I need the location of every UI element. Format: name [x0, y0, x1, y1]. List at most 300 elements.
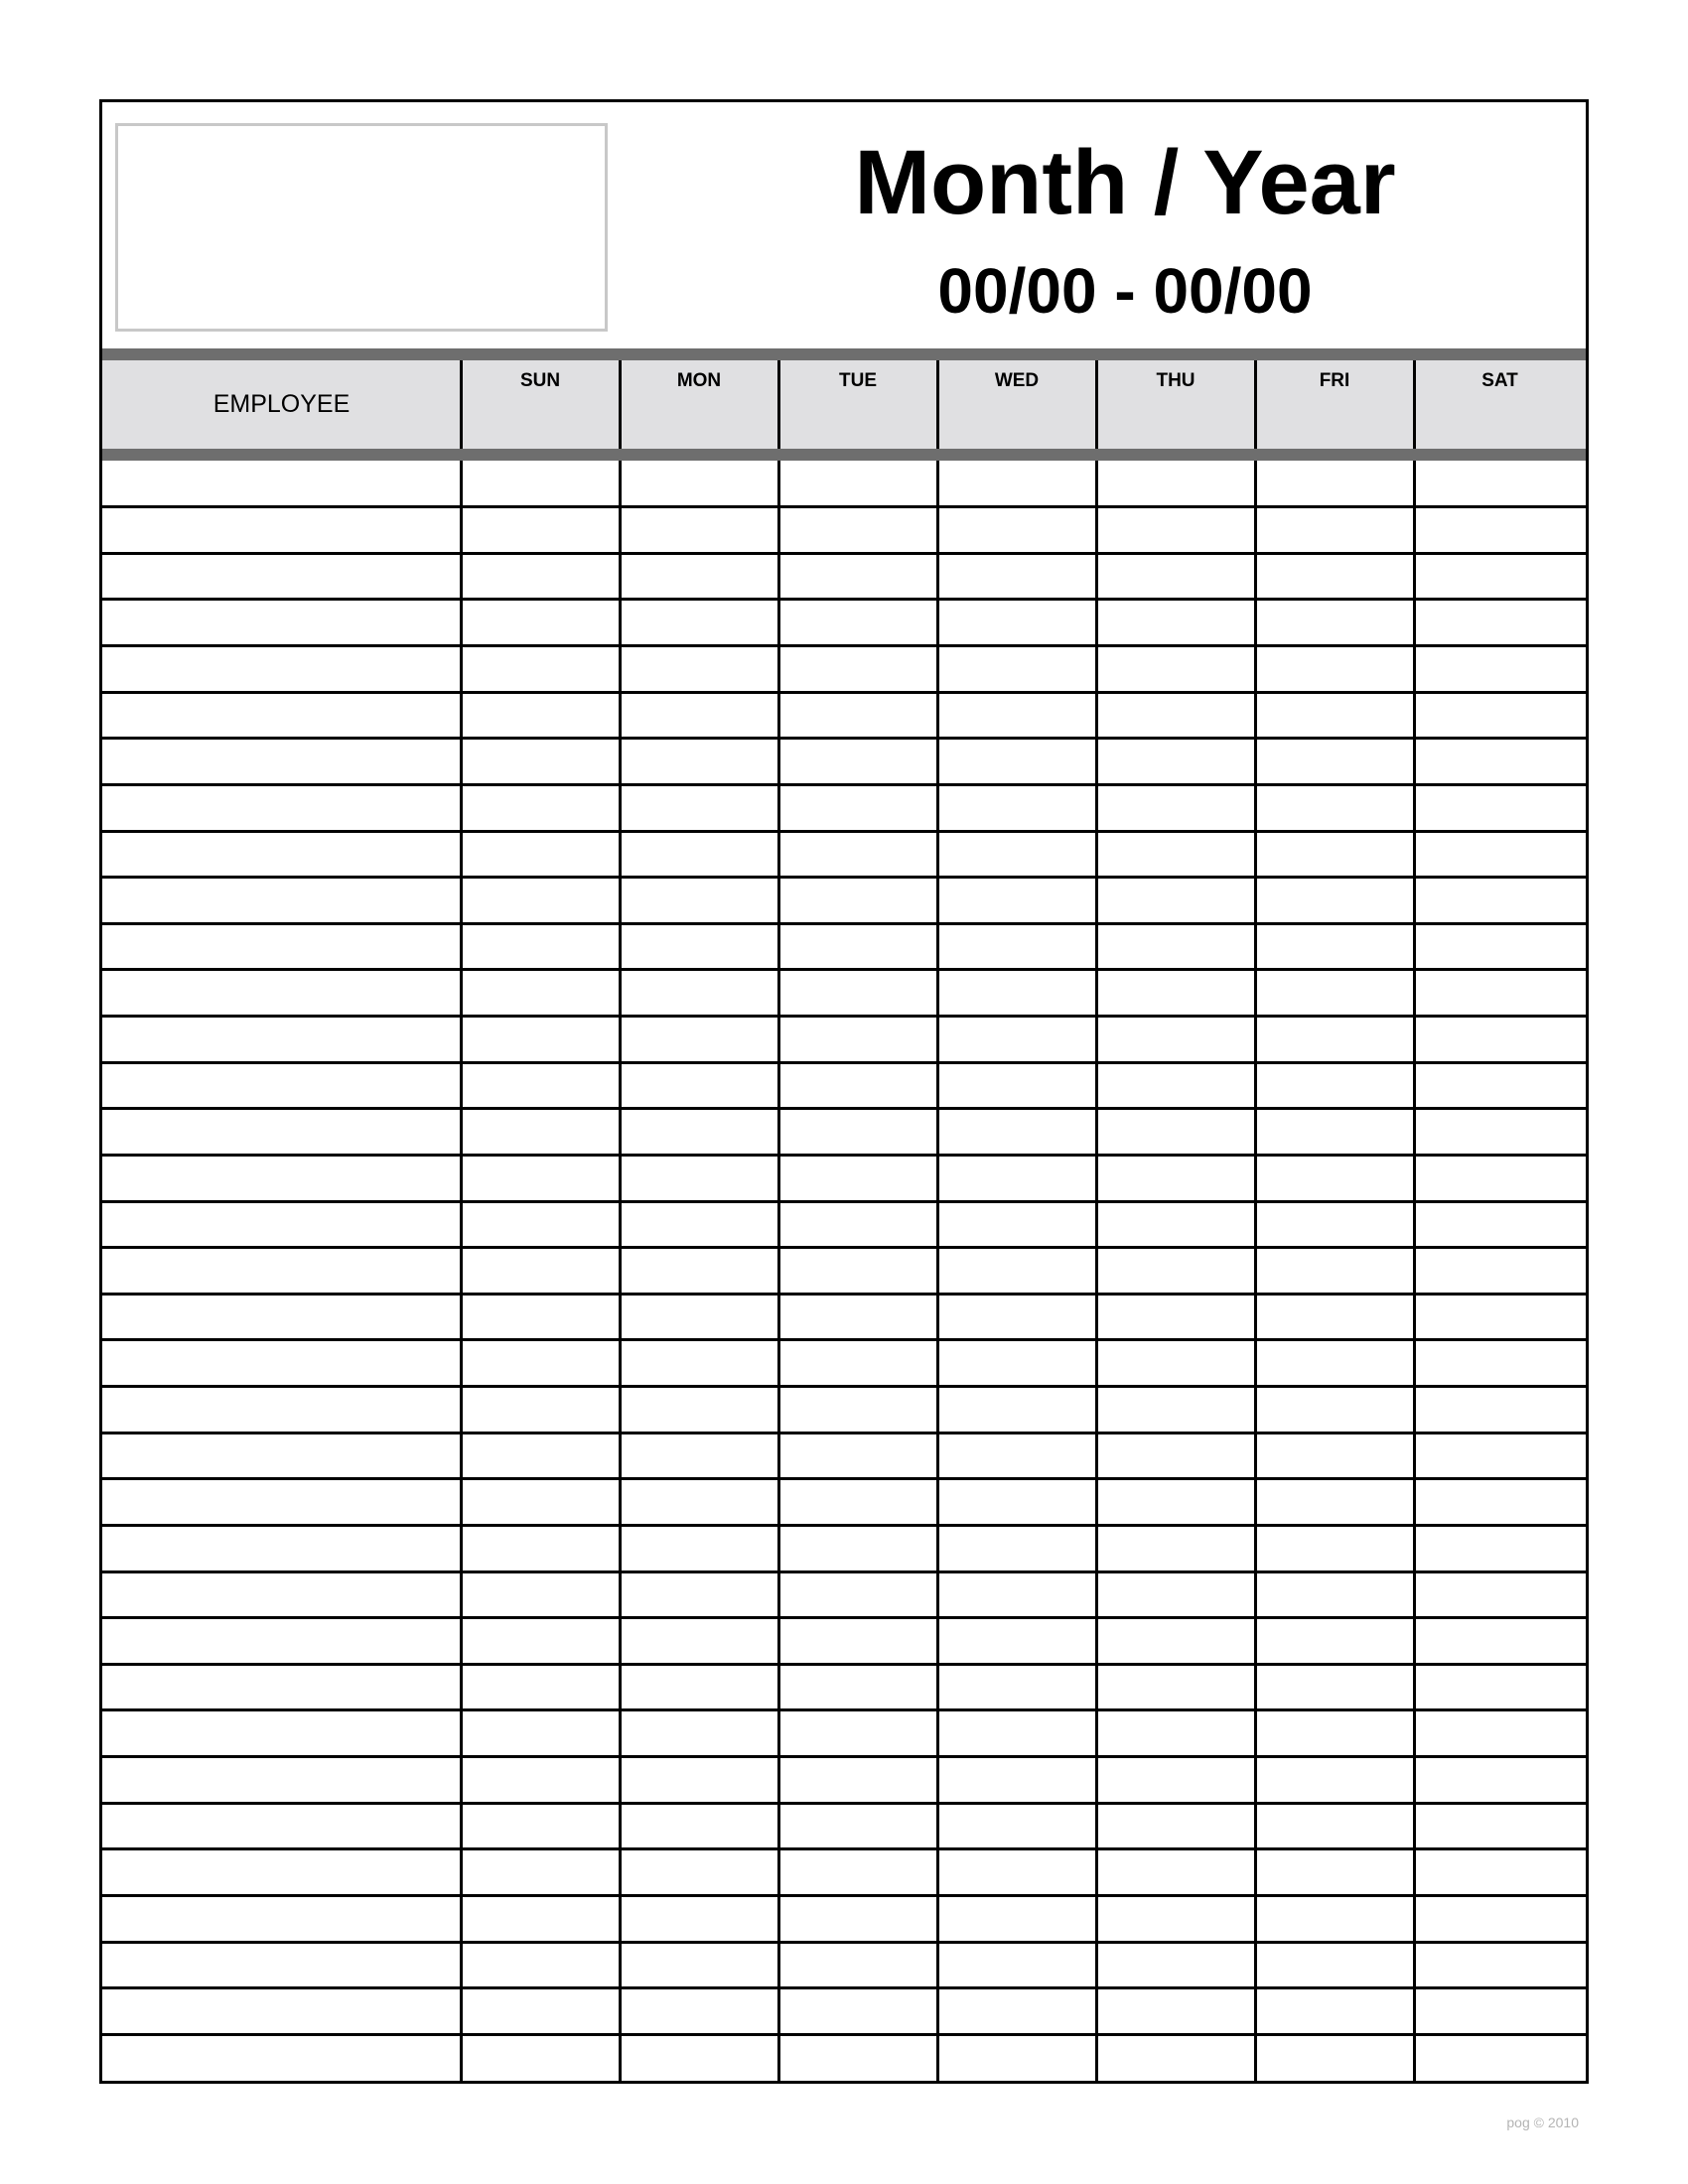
shift-cell-tue[interactable]: [778, 1525, 937, 1571]
employee-name-cell[interactable]: [102, 1479, 461, 1526]
shift-cell-thu[interactable]: [1096, 739, 1255, 785]
shift-cell-wed[interactable]: [937, 1294, 1096, 1340]
employee-name-cell[interactable]: [102, 1988, 461, 2035]
shift-cell-wed[interactable]: [937, 1201, 1096, 1248]
shift-cell-sat[interactable]: [1414, 923, 1586, 970]
shift-cell-tue[interactable]: [778, 600, 937, 646]
employee-name-cell[interactable]: [102, 1942, 461, 1988]
shift-cell-mon[interactable]: [620, 646, 778, 693]
shift-cell-wed[interactable]: [937, 1571, 1096, 1618]
shift-cell-sat[interactable]: [1414, 1433, 1586, 1479]
shift-cell-thu[interactable]: [1096, 831, 1255, 878]
shift-cell-thu[interactable]: [1096, 600, 1255, 646]
shift-cell-mon[interactable]: [620, 1155, 778, 1201]
employee-name-cell[interactable]: [102, 1849, 461, 1896]
shift-cell-mon[interactable]: [620, 692, 778, 739]
shift-cell-fri[interactable]: [1255, 1109, 1414, 1156]
shift-cell-mon[interactable]: [620, 1571, 778, 1618]
logo-placeholder-box[interactable]: [115, 123, 608, 332]
row-divider: [102, 1293, 1586, 1296]
employee-name-cell[interactable]: [102, 1387, 461, 1433]
row-divider: [102, 1847, 1586, 1850]
shift-cell-sat[interactable]: [1414, 1201, 1586, 1248]
shift-cell-mon[interactable]: [620, 2034, 778, 2081]
shift-cell-wed[interactable]: [937, 1017, 1096, 1063]
employee-name-cell[interactable]: [102, 1340, 461, 1387]
shift-cell-wed[interactable]: [937, 1710, 1096, 1757]
shift-cell-mon[interactable]: [620, 1803, 778, 1849]
employee-name-cell[interactable]: [102, 1433, 461, 1479]
shift-cell-sun[interactable]: [461, 692, 620, 739]
shift-cell-wed[interactable]: [937, 739, 1096, 785]
shift-cell-sat[interactable]: [1414, 1895, 1586, 1942]
shift-cell-thu[interactable]: [1096, 1525, 1255, 1571]
employee-name-cell[interactable]: [102, 553, 461, 600]
shift-cell-fri[interactable]: [1255, 784, 1414, 831]
shift-cell-fri[interactable]: [1255, 1849, 1414, 1896]
column-header-employee: EMPLOYEE: [212, 390, 351, 418]
shift-cell-fri[interactable]: [1255, 1340, 1414, 1387]
shift-cell-tue[interactable]: [778, 507, 937, 554]
shift-cell-sat[interactable]: [1414, 878, 1586, 924]
shift-cell-tue[interactable]: [778, 1803, 937, 1849]
shift-cell-wed[interactable]: [937, 1803, 1096, 1849]
shift-cell-mon[interactable]: [620, 1895, 778, 1942]
shift-cell-tue[interactable]: [778, 1340, 937, 1387]
shift-cell-thu[interactable]: [1096, 923, 1255, 970]
employee-name-cell[interactable]: [102, 1017, 461, 1063]
shift-cell-tue[interactable]: [778, 970, 937, 1017]
shift-cell-sun[interactable]: [461, 1942, 620, 1988]
shift-cell-sat[interactable]: [1414, 1062, 1586, 1109]
row-divider: [102, 876, 1586, 879]
shift-cell-sat[interactable]: [1414, 2034, 1586, 2081]
employee-name-cell[interactable]: [102, 1571, 461, 1618]
employee-name-cell[interactable]: [102, 923, 461, 970]
shift-cell-mon[interactable]: [620, 831, 778, 878]
shift-cell-wed[interactable]: [937, 646, 1096, 693]
shift-cell-mon[interactable]: [620, 553, 778, 600]
shift-cell-tue[interactable]: [778, 784, 937, 831]
shift-cell-tue[interactable]: [778, 692, 937, 739]
shift-cell-thu[interactable]: [1096, 1433, 1255, 1479]
shift-cell-thu[interactable]: [1096, 1062, 1255, 1109]
shift-cell-thu[interactable]: [1096, 2034, 1255, 2081]
shift-cell-wed[interactable]: [937, 600, 1096, 646]
shift-cell-wed[interactable]: [937, 1664, 1096, 1710]
shift-cell-tue[interactable]: [778, 1618, 937, 1665]
employee-name-cell[interactable]: [102, 1757, 461, 1804]
shift-cell-mon[interactable]: [620, 1294, 778, 1340]
shift-cell-sat[interactable]: [1414, 692, 1586, 739]
shift-cell-sun[interactable]: [461, 1109, 620, 1156]
shift-cell-sun[interactable]: [461, 1895, 620, 1942]
shift-cell-wed[interactable]: [937, 1155, 1096, 1201]
shift-cell-fri[interactable]: [1255, 878, 1414, 924]
shift-cell-sat[interactable]: [1414, 1757, 1586, 1804]
shift-cell-sat[interactable]: [1414, 1017, 1586, 1063]
row-divider: [102, 1385, 1586, 1388]
shift-cell-fri[interactable]: [1255, 1525, 1414, 1571]
employee-name-cell[interactable]: [102, 507, 461, 554]
shift-cell-thu[interactable]: [1096, 1618, 1255, 1665]
employee-name-cell[interactable]: [102, 1294, 461, 1340]
employee-name-cell[interactable]: [102, 2034, 461, 2081]
shift-cell-tue[interactable]: [778, 739, 937, 785]
shift-cell-sun[interactable]: [461, 553, 620, 600]
employee-name-cell[interactable]: [102, 784, 461, 831]
shift-cell-tue[interactable]: [778, 923, 937, 970]
shift-cell-fri[interactable]: [1255, 553, 1414, 600]
shift-cell-sun[interactable]: [461, 784, 620, 831]
shift-cell-sun[interactable]: [461, 739, 620, 785]
shift-cell-wed[interactable]: [937, 1988, 1096, 2035]
row-divider: [102, 1246, 1586, 1249]
shift-cell-mon[interactable]: [620, 1618, 778, 1665]
shift-cell-fri[interactable]: [1255, 1017, 1414, 1063]
shift-cell-thu[interactable]: [1096, 1109, 1255, 1156]
shift-cell-mon[interactable]: [620, 600, 778, 646]
shift-cell-mon[interactable]: [620, 970, 778, 1017]
shift-cell-fri[interactable]: [1255, 739, 1414, 785]
shift-cell-sat[interactable]: [1414, 1710, 1586, 1757]
shift-cell-sat[interactable]: [1414, 1387, 1586, 1433]
shift-cell-fri[interactable]: [1255, 1571, 1414, 1618]
shift-cell-tue[interactable]: [778, 1664, 937, 1710]
employee-name-cell[interactable]: [102, 739, 461, 785]
shift-cell-thu[interactable]: [1096, 1017, 1255, 1063]
shift-cell-tue[interactable]: [778, 1757, 937, 1804]
shift-cell-wed[interactable]: [937, 461, 1096, 507]
shift-cell-wed[interactable]: [937, 692, 1096, 739]
shift-cell-wed[interactable]: [937, 1895, 1096, 1942]
schedule-header: [102, 102, 1586, 348]
shift-cell-tue[interactable]: [778, 646, 937, 693]
employee-name-cell[interactable]: [102, 1155, 461, 1201]
shift-cell-mon[interactable]: [620, 1201, 778, 1248]
shift-cell-sat[interactable]: [1414, 1618, 1586, 1665]
shift-cell-mon[interactable]: [620, 1248, 778, 1295]
shift-cell-thu[interactable]: [1096, 1988, 1255, 2035]
shift-cell-tue[interactable]: [778, 878, 937, 924]
shift-cell-thu[interactable]: [1096, 970, 1255, 1017]
shift-cell-wed[interactable]: [937, 553, 1096, 600]
shift-cell-sun[interactable]: [461, 1757, 620, 1804]
shift-cell-mon[interactable]: [620, 1849, 778, 1896]
shift-cell-thu[interactable]: [1096, 1710, 1255, 1757]
header-column-divider: [1095, 360, 1098, 449]
shift-cell-mon[interactable]: [620, 1710, 778, 1757]
shift-cell-sun[interactable]: [461, 507, 620, 554]
shift-cell-mon[interactable]: [620, 1525, 778, 1571]
shift-cell-tue[interactable]: [778, 1201, 937, 1248]
shift-cell-tue[interactable]: [778, 1942, 937, 1988]
shift-cell-wed[interactable]: [937, 1248, 1096, 1295]
shift-cell-wed[interactable]: [937, 831, 1096, 878]
employee-name-cell[interactable]: [102, 831, 461, 878]
row-divider: [102, 2033, 1586, 2036]
shift-cell-tue[interactable]: [778, 1387, 937, 1433]
shift-cell-mon[interactable]: [620, 1017, 778, 1063]
shift-cell-wed[interactable]: [937, 1387, 1096, 1433]
employee-name-cell[interactable]: [102, 1664, 461, 1710]
shift-cell-mon[interactable]: [620, 1109, 778, 1156]
shift-cell-sat[interactable]: [1414, 1479, 1586, 1526]
shift-cell-sat[interactable]: [1414, 507, 1586, 554]
shift-cell-mon[interactable]: [620, 1942, 778, 1988]
shift-cell-wed[interactable]: [937, 507, 1096, 554]
shift-cell-sat[interactable]: [1414, 1942, 1586, 1988]
row-divider: [102, 922, 1586, 925]
shift-cell-fri[interactable]: [1255, 970, 1414, 1017]
shift-cell-mon[interactable]: [620, 1988, 778, 2035]
shift-cell-tue[interactable]: [778, 1294, 937, 1340]
shift-cell-thu[interactable]: [1096, 1757, 1255, 1804]
shift-cell-fri[interactable]: [1255, 1479, 1414, 1526]
shift-cell-sun[interactable]: [461, 970, 620, 1017]
employee-name-cell[interactable]: [102, 600, 461, 646]
shift-cell-sat[interactable]: [1414, 1849, 1586, 1896]
shift-cell-thu[interactable]: [1096, 692, 1255, 739]
shift-cell-sun[interactable]: [461, 1017, 620, 1063]
shift-cell-wed[interactable]: [937, 1479, 1096, 1526]
shift-cell-tue[interactable]: [778, 1433, 937, 1479]
shift-cell-mon[interactable]: [620, 1757, 778, 1804]
shift-cell-sat[interactable]: [1414, 553, 1586, 600]
shift-cell-wed[interactable]: [937, 1757, 1096, 1804]
shift-cell-thu[interactable]: [1096, 1895, 1255, 1942]
shift-cell-wed[interactable]: [937, 1525, 1096, 1571]
shift-cell-thu[interactable]: [1096, 1248, 1255, 1295]
shift-cell-sat[interactable]: [1414, 970, 1586, 1017]
shift-cell-wed[interactable]: [937, 1942, 1096, 1988]
shift-cell-fri[interactable]: [1255, 923, 1414, 970]
shift-cell-sat[interactable]: [1414, 1571, 1586, 1618]
shift-cell-sun[interactable]: [461, 923, 620, 970]
employee-name-cell[interactable]: [102, 692, 461, 739]
shift-cell-sun[interactable]: [461, 646, 620, 693]
shift-cell-fri[interactable]: [1255, 1433, 1414, 1479]
employee-name-cell[interactable]: [102, 1109, 461, 1156]
shift-cell-fri[interactable]: [1255, 461, 1414, 507]
shift-cell-wed[interactable]: [937, 2034, 1096, 2081]
shift-cell-fri[interactable]: [1255, 1201, 1414, 1248]
shift-cell-sat[interactable]: [1414, 1664, 1586, 1710]
footer-credit: pog © 2010: [1506, 2115, 1579, 2130]
shift-cell-sun[interactable]: [461, 1618, 620, 1665]
shift-cell-sat[interactable]: [1414, 1525, 1586, 1571]
shift-cell-fri[interactable]: [1255, 692, 1414, 739]
shift-cell-sat[interactable]: [1414, 461, 1586, 507]
employee-name-cell[interactable]: [102, 1618, 461, 1665]
employee-name-cell[interactable]: [102, 646, 461, 693]
shift-cell-sun[interactable]: [461, 1155, 620, 1201]
shift-cell-tue[interactable]: [778, 1849, 937, 1896]
shift-cell-thu[interactable]: [1096, 1155, 1255, 1201]
shift-cell-sat[interactable]: [1414, 646, 1586, 693]
shift-cell-fri[interactable]: [1255, 507, 1414, 554]
shift-cell-sun[interactable]: [461, 1201, 620, 1248]
employee-name-cell[interactable]: [102, 1062, 461, 1109]
employee-name-cell[interactable]: [102, 1803, 461, 1849]
row-divider: [102, 1616, 1586, 1619]
shift-cell-sun[interactable]: [461, 600, 620, 646]
shift-cell-mon[interactable]: [620, 1479, 778, 1526]
employee-name-cell[interactable]: [102, 1895, 461, 1942]
shift-cell-tue[interactable]: [778, 1248, 937, 1295]
shift-cell-thu[interactable]: [1096, 1803, 1255, 1849]
shift-cell-sat[interactable]: [1414, 784, 1586, 831]
shift-cell-wed[interactable]: [937, 1618, 1096, 1665]
shift-cell-thu[interactable]: [1096, 553, 1255, 600]
row-divider: [102, 737, 1586, 740]
column-divider: [1254, 461, 1257, 2081]
row-divider: [102, 691, 1586, 694]
shift-cell-wed[interactable]: [937, 878, 1096, 924]
shift-cell-thu[interactable]: [1096, 461, 1255, 507]
header-divider-bottom: [102, 449, 1586, 461]
row-divider: [102, 1524, 1586, 1527]
shift-cell-sat[interactable]: [1414, 1155, 1586, 1201]
shift-cell-fri[interactable]: [1255, 1294, 1414, 1340]
shift-cell-wed[interactable]: [937, 970, 1096, 1017]
employee-name-cell[interactable]: [102, 1710, 461, 1757]
shift-cell-mon[interactable]: [620, 1664, 778, 1710]
shift-cell-mon[interactable]: [620, 923, 778, 970]
shift-cell-sat[interactable]: [1414, 739, 1586, 785]
shift-cell-sun[interactable]: [461, 1062, 620, 1109]
shift-cell-tue[interactable]: [778, 2034, 937, 2081]
shift-cell-sun[interactable]: [461, 1710, 620, 1757]
shift-cell-tue[interactable]: [778, 1155, 937, 1201]
shift-cell-wed[interactable]: [937, 1109, 1096, 1156]
shift-cell-thu[interactable]: [1096, 1664, 1255, 1710]
employee-name-cell[interactable]: [102, 1248, 461, 1295]
shift-cell-sat[interactable]: [1414, 1248, 1586, 1295]
shift-cell-mon[interactable]: [620, 1340, 778, 1387]
shift-cell-thu[interactable]: [1096, 507, 1255, 554]
shift-cell-tue[interactable]: [778, 461, 937, 507]
shift-cell-thu[interactable]: [1096, 1340, 1255, 1387]
shift-cell-sat[interactable]: [1414, 1109, 1586, 1156]
shift-cell-mon[interactable]: [620, 461, 778, 507]
shift-cell-sun[interactable]: [461, 1571, 620, 1618]
shift-cell-sun[interactable]: [461, 1433, 620, 1479]
shift-cell-thu[interactable]: [1096, 878, 1255, 924]
shift-cell-fri[interactable]: [1255, 1988, 1414, 2035]
shift-cell-wed[interactable]: [937, 1062, 1096, 1109]
shift-cell-thu[interactable]: [1096, 784, 1255, 831]
employee-name-cell[interactable]: [102, 1525, 461, 1571]
shift-cell-fri[interactable]: [1255, 831, 1414, 878]
shift-cell-thu[interactable]: [1096, 1387, 1255, 1433]
shift-cell-fri[interactable]: [1255, 1895, 1414, 1942]
shift-cell-sat[interactable]: [1414, 1988, 1586, 2035]
shift-cell-wed[interactable]: [937, 1340, 1096, 1387]
shift-cell-sat[interactable]: [1414, 831, 1586, 878]
shift-cell-tue[interactable]: [778, 1062, 937, 1109]
shift-cell-sun[interactable]: [461, 1803, 620, 1849]
shift-cell-sat[interactable]: [1414, 1294, 1586, 1340]
shift-cell-mon[interactable]: [620, 739, 778, 785]
shift-cell-mon[interactable]: [620, 878, 778, 924]
shift-cell-tue[interactable]: [778, 831, 937, 878]
shift-cell-sun[interactable]: [461, 1479, 620, 1526]
shift-cell-mon[interactable]: [620, 1387, 778, 1433]
shift-cell-tue[interactable]: [778, 1710, 937, 1757]
shift-cell-mon[interactable]: [620, 784, 778, 831]
shift-cell-sun[interactable]: [461, 1849, 620, 1896]
shift-cell-tue[interactable]: [778, 553, 937, 600]
shift-cell-sun[interactable]: [461, 461, 620, 507]
shift-cell-sun[interactable]: [461, 878, 620, 924]
shift-cell-mon[interactable]: [620, 1062, 778, 1109]
shift-cell-sun[interactable]: [461, 831, 620, 878]
shift-cell-wed[interactable]: [937, 923, 1096, 970]
shift-cell-tue[interactable]: [778, 1017, 937, 1063]
shift-cell-wed[interactable]: [937, 784, 1096, 831]
shift-cell-fri[interactable]: [1255, 646, 1414, 693]
shift-cell-thu[interactable]: [1096, 1942, 1255, 1988]
shift-cell-sat[interactable]: [1414, 1803, 1586, 1849]
shift-cell-sun[interactable]: [461, 1664, 620, 1710]
shift-cell-thu[interactable]: [1096, 1201, 1255, 1248]
shift-cell-fri[interactable]: [1255, 1618, 1414, 1665]
shift-cell-fri[interactable]: [1255, 1387, 1414, 1433]
shift-cell-tue[interactable]: [778, 1109, 937, 1156]
shift-cell-thu[interactable]: [1096, 1294, 1255, 1340]
shift-cell-fri[interactable]: [1255, 1062, 1414, 1109]
shift-cell-fri[interactable]: [1255, 1248, 1414, 1295]
employee-name-cell[interactable]: [102, 1201, 461, 1248]
employee-name-cell[interactable]: [102, 878, 461, 924]
shift-cell-fri[interactable]: [1255, 1664, 1414, 1710]
shift-cell-thu[interactable]: [1096, 1571, 1255, 1618]
shift-cell-thu[interactable]: [1096, 1479, 1255, 1526]
shift-cell-fri[interactable]: [1255, 1155, 1414, 1201]
employee-name-cell[interactable]: [102, 461, 461, 507]
shift-cell-thu[interactable]: [1096, 1849, 1255, 1896]
shift-cell-tue[interactable]: [778, 1895, 937, 1942]
shift-cell-mon[interactable]: [620, 1433, 778, 1479]
shift-cell-fri[interactable]: [1255, 600, 1414, 646]
shift-cell-mon[interactable]: [620, 507, 778, 554]
shift-cell-fri[interactable]: [1255, 2034, 1414, 2081]
shift-cell-wed[interactable]: [937, 1433, 1096, 1479]
shift-cell-wed[interactable]: [937, 1849, 1096, 1896]
shift-cell-sun[interactable]: [461, 1525, 620, 1571]
shift-cell-sun[interactable]: [461, 1248, 620, 1295]
shift-cell-sat[interactable]: [1414, 1340, 1586, 1387]
shift-cell-sun[interactable]: [461, 1988, 620, 2035]
row-divider: [102, 598, 1586, 601]
shift-cell-tue[interactable]: [778, 1988, 937, 2035]
shift-cell-sun[interactable]: [461, 2034, 620, 2081]
shift-cell-fri[interactable]: [1255, 1757, 1414, 1804]
shift-cell-fri[interactable]: [1255, 1942, 1414, 1988]
shift-cell-sun[interactable]: [461, 1340, 620, 1387]
shift-cell-tue[interactable]: [778, 1571, 937, 1618]
employee-name-cell[interactable]: [102, 970, 461, 1017]
shift-cell-sun[interactable]: [461, 1294, 620, 1340]
shift-cell-thu[interactable]: [1096, 646, 1255, 693]
shift-cell-fri[interactable]: [1255, 1710, 1414, 1757]
shift-cell-sat[interactable]: [1414, 600, 1586, 646]
row-divider: [102, 644, 1586, 647]
shift-cell-tue[interactable]: [778, 1479, 937, 1526]
shift-cell-fri[interactable]: [1255, 1803, 1414, 1849]
shift-cell-sun[interactable]: [461, 1387, 620, 1433]
